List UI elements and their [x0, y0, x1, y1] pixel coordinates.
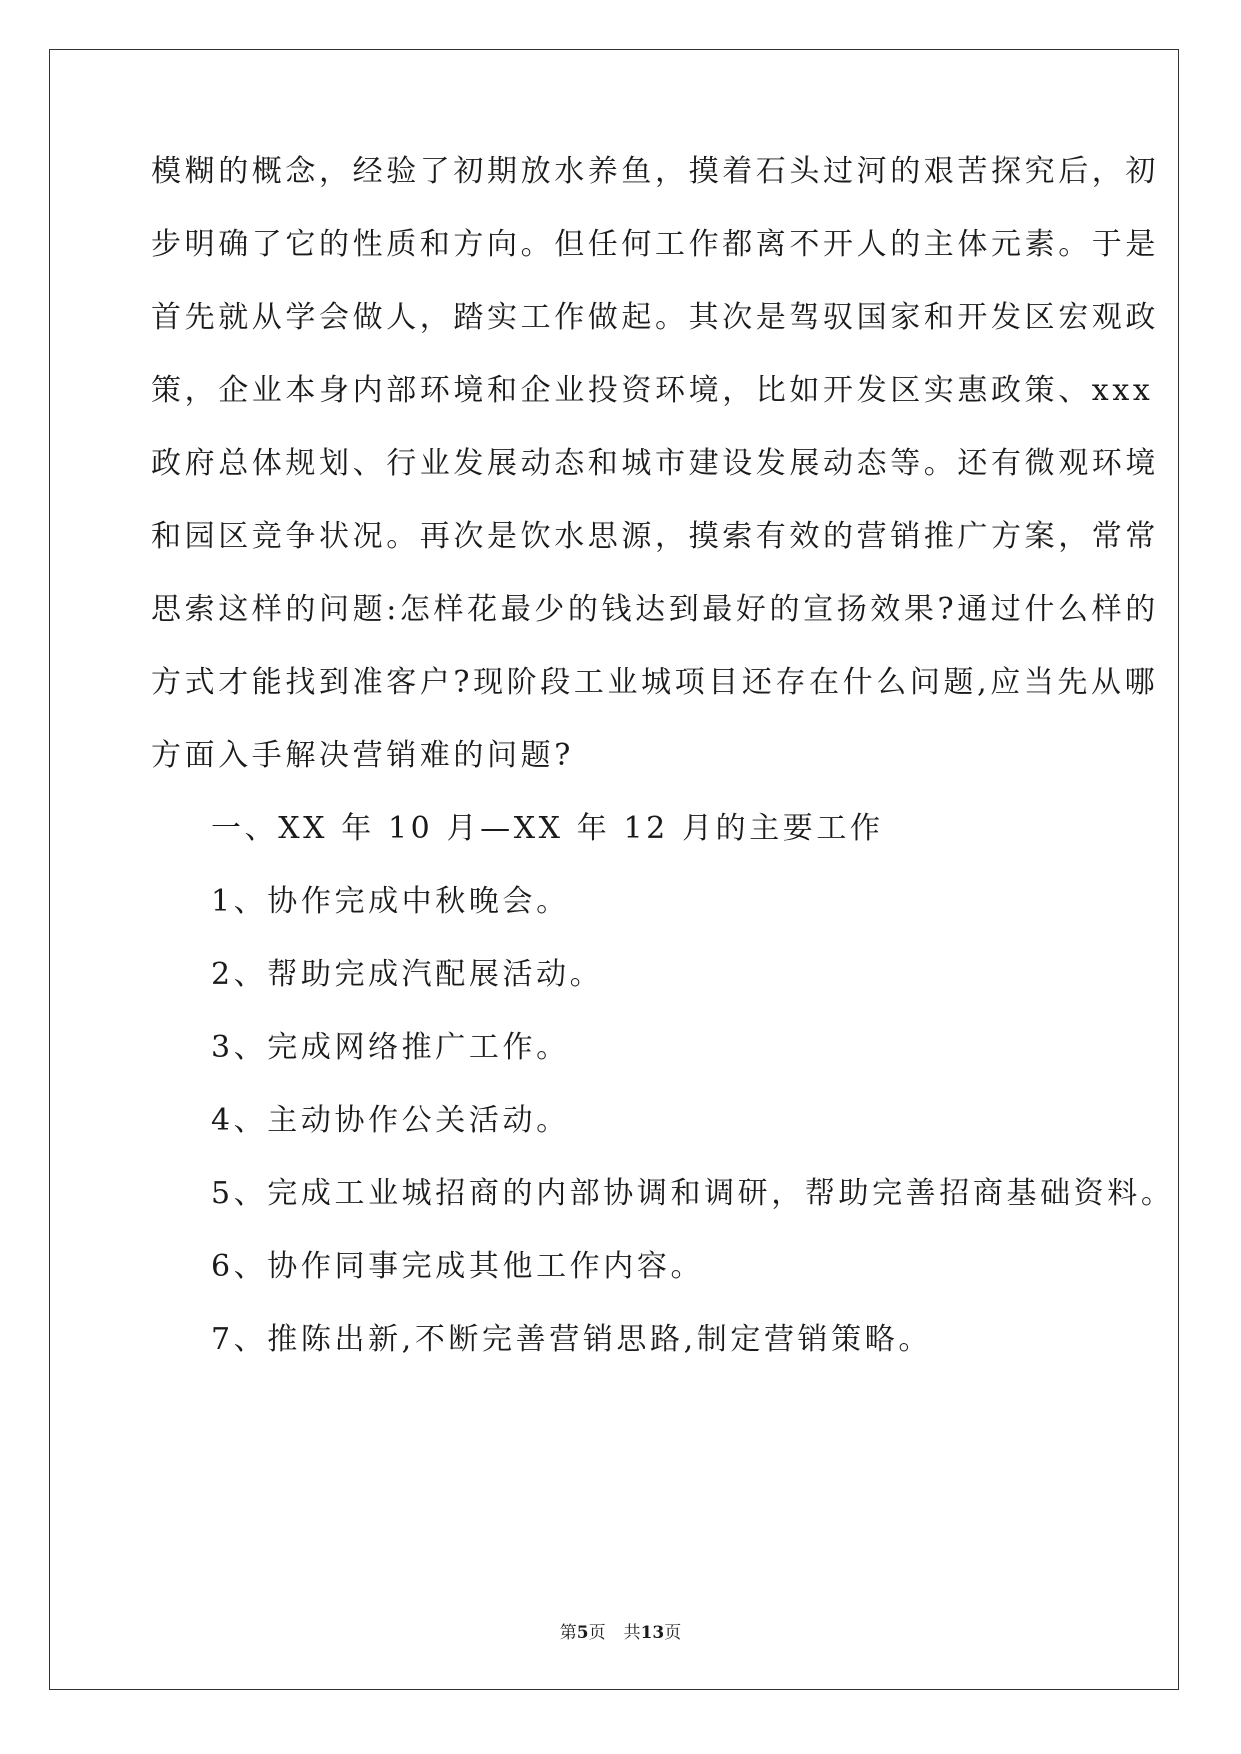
page-suffix: 页 — [588, 1623, 606, 1643]
page-prefix: 第 — [559, 1623, 577, 1643]
paragraph-line: 首先就从学会做人，踏实工作做起。其次是驾驭国家和开发区宏观政 — [151, 300, 1159, 335]
page-footer — [0, 1622, 1241, 1644]
list-item: 1、协作完成中秋晚会。 — [211, 884, 570, 919]
total-suffix: 页 — [664, 1623, 682, 1643]
list-item: 5、完成工业城招商的内部协调和调研，帮助完善招商基础资料。 — [211, 1176, 1175, 1211]
paragraph-line: 思索这样的问题:怎样花最少的钱达到最好的宣扬效果?通过什么样的 — [151, 592, 1159, 627]
section-heading: 一、XX 年 10 月—XX 年 12 月的主要工作 — [211, 811, 884, 846]
paragraph-line: 方面入手解决营销难的问题? — [151, 738, 574, 773]
list-item: 3、完成网络推广工作。 — [211, 1030, 570, 1065]
list-item: 4、主动协作公关活动。 — [211, 1103, 570, 1138]
total-pages: 13 — [640, 1623, 665, 1643]
total-prefix: 共 — [623, 1623, 641, 1643]
paragraph-line: 步明确了它的性质和方向。但任何工作都离不开人的主体元素。于是 — [151, 227, 1159, 262]
page-number: 5 — [576, 1623, 589, 1643]
list-item: 6、协作同事完成其他工作内容。 — [211, 1249, 705, 1284]
paragraph-line: 方式才能找到准客户?现阶段工业城项目还存在什么问题,应当先从哪 — [151, 665, 1159, 700]
list-item: 7、推陈出新,不断完善营销思路,制定营销策略。 — [211, 1322, 932, 1357]
list-item: 2、帮助完成汽配展活动。 — [211, 957, 604, 992]
paragraph-line: 和园区竞争状况。再次是饮水思源，摸索有效的营销推广方案，常常 — [151, 519, 1159, 554]
paragraph-line: 策，企业本身内部环境和企业投资环境，比如开发区实惠政策、xxx — [151, 373, 1154, 408]
paragraph-line: 模糊的概念，经验了初期放水养鱼，摸着石头过河的艰苦探究后，初 — [151, 154, 1159, 189]
paragraph-line: 政府总体规划、行业发展动态和城市建设发展动态等。还有微观环境 — [151, 446, 1159, 481]
page-border — [49, 49, 1179, 1690]
